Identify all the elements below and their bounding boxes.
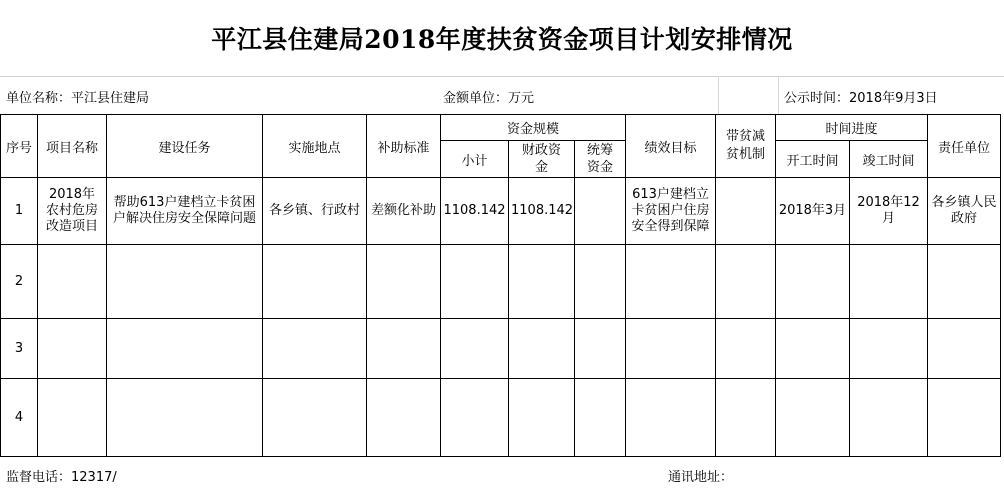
- cell-location: [263, 245, 367, 319]
- cell-responsible: [928, 319, 1001, 379]
- cell-project-name: 2018年农村危房改造项目: [38, 178, 107, 245]
- cell-mechanism: [716, 178, 776, 245]
- header-end: 竣工时间: [850, 141, 928, 178]
- cell-start: [776, 379, 850, 457]
- cell-task: [107, 379, 263, 457]
- cell-seq: 4: [1, 379, 38, 457]
- cell-subtotal: 1108.142: [441, 178, 509, 245]
- cell-task: 帮助613户建档立卡贫困户解决住房安全保障问题: [107, 178, 263, 245]
- cell-fiscal: [509, 379, 575, 457]
- cell-standard: 差额化补助: [367, 178, 441, 245]
- header-standard: 补助标准: [367, 115, 441, 178]
- publish-time: 公示时间：2018年9月3日: [784, 90, 938, 106]
- cell-mechanism: [716, 319, 776, 379]
- cell-start: 2018年3月: [776, 178, 850, 245]
- unit-name: 单位名称：平江县住建局: [6, 90, 150, 106]
- contact-address: 通讯地址：: [668, 469, 734, 485]
- cell-fiscal: [509, 319, 575, 379]
- cell-seq: 1: [1, 178, 38, 245]
- cell-seq: 3: [1, 319, 38, 379]
- cell-goal: [626, 379, 716, 457]
- cell-fiscal: [509, 245, 575, 319]
- cell-standard: [367, 245, 441, 319]
- header-coordinated: 统筹资金: [575, 141, 626, 178]
- cell-coordinated: [575, 178, 626, 245]
- cell-end: 2018年12月: [850, 178, 928, 245]
- header-seq: 序号: [1, 115, 38, 178]
- cell-goal: 613户建档立卡贫困户住房安全得到保障: [626, 178, 716, 245]
- header-project-name: 项目名称: [38, 115, 107, 178]
- header-row-1: [1, 115, 1001, 141]
- cell-project-name: [38, 319, 107, 379]
- cell-start: [776, 319, 850, 379]
- table-row: [1, 245, 1001, 319]
- table-row: [1, 379, 1001, 457]
- cell-responsible: [928, 245, 1001, 319]
- cell-responsible: 各乡镇人民政府: [928, 178, 1001, 245]
- cell-subtotal: [441, 379, 509, 457]
- cell-coordinated: [575, 319, 626, 379]
- cell-responsible: [928, 379, 1001, 457]
- header-task: 建设任务: [107, 115, 263, 178]
- cell-coordinated: [575, 245, 626, 319]
- cell-end: [850, 245, 928, 319]
- cell-end: [850, 319, 928, 379]
- header-responsible: 责任单位: [928, 115, 1001, 178]
- cell-fiscal: 1108.142: [509, 178, 575, 245]
- info-divider: [778, 76, 779, 114]
- cell-end: [850, 379, 928, 457]
- header-location: 实施地点: [263, 115, 367, 178]
- cell-mechanism: [716, 245, 776, 319]
- cell-start: [776, 245, 850, 319]
- header-start: 开工时间: [776, 141, 850, 178]
- cell-standard: [367, 379, 441, 457]
- cell-task: [107, 245, 263, 319]
- cell-seq: 2: [1, 245, 38, 319]
- cell-location: 各乡镇、行政村: [263, 178, 367, 245]
- cell-mechanism: [716, 379, 776, 457]
- cell-subtotal: [441, 245, 509, 319]
- header-subtotal: 小计: [441, 141, 509, 178]
- cell-task: [107, 319, 263, 379]
- cell-goal: [626, 319, 716, 379]
- cell-coordinated: [575, 379, 626, 457]
- cell-location: [263, 319, 367, 379]
- table-row: [1, 178, 1001, 245]
- fund-plan-table: [0, 114, 1001, 457]
- amount-unit: 金额单位：万元: [443, 90, 535, 106]
- table-row: [1, 319, 1001, 379]
- page-title: 平江县住建局2018年度扶贫资金项目计划安排情况: [211, 25, 793, 54]
- cell-project-name: [38, 379, 107, 457]
- header-mechanism: 带贫减贫机制: [716, 115, 776, 178]
- info-divider: [718, 76, 719, 114]
- header-goal: 绩效目标: [626, 115, 716, 178]
- supervision-phone: 监督电话：12317/: [6, 469, 117, 485]
- cell-standard: [367, 319, 441, 379]
- cell-project-name: [38, 245, 107, 319]
- cell-goal: [626, 245, 716, 319]
- header-fund-scale: 资金规模: [441, 115, 626, 141]
- cell-location: [263, 379, 367, 457]
- cell-subtotal: [441, 319, 509, 379]
- header-fiscal: 财政资金: [509, 141, 575, 178]
- header-schedule: 时间进度: [776, 115, 928, 141]
